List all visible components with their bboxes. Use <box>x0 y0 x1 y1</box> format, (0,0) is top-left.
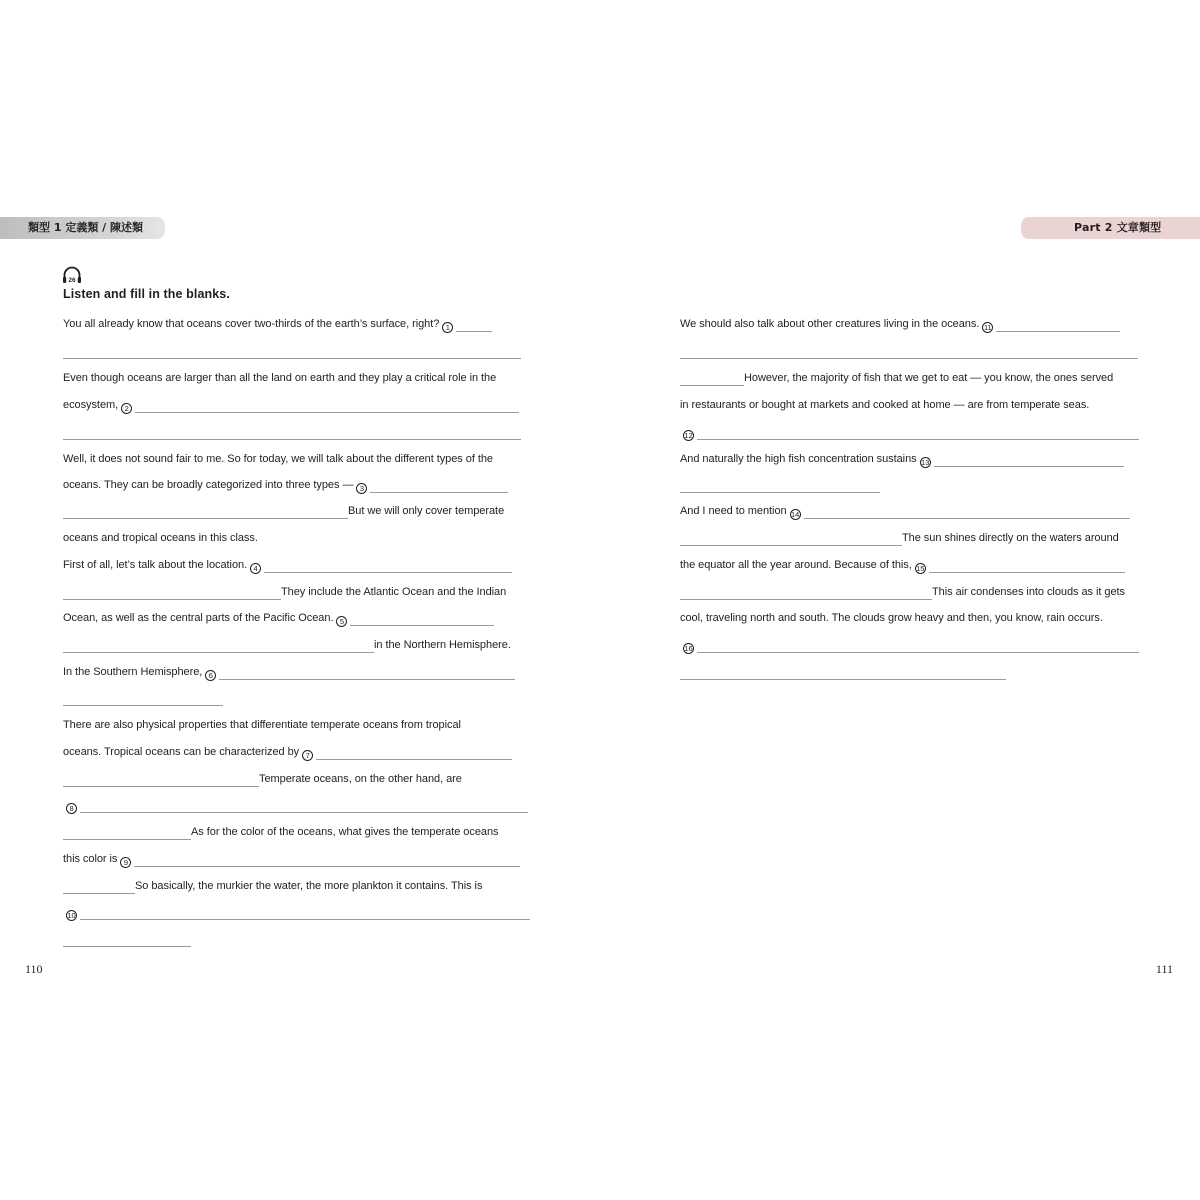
sentence-text: So basically, the murkier the water, the more plankton it contains. This is <box>135 880 483 892</box>
right-line <box>680 393 1089 417</box>
left-line <box>63 366 496 390</box>
blank-number-marker: 9 <box>120 857 131 868</box>
answer-blank[interactable] <box>934 466 1124 467</box>
answer-blank[interactable] <box>63 893 135 894</box>
left-line <box>63 740 512 764</box>
answer-blank[interactable] <box>134 866 520 867</box>
left-line <box>63 473 508 497</box>
right-line <box>680 526 1119 550</box>
left-line <box>63 686 223 710</box>
answer-blank[interactable] <box>370 492 508 493</box>
chapter-tab-left <box>0 217 165 239</box>
answer-blank[interactable] <box>316 759 512 760</box>
right-line <box>680 473 880 497</box>
right-line <box>680 660 1006 684</box>
sentence-text: cool, traveling north and south. The clouds grow heavy and then, you know, rain occurs. <box>680 612 1103 624</box>
left-line <box>63 927 191 951</box>
sentence-text: this color is <box>63 853 118 865</box>
page-number-left: 110 <box>25 962 43 976</box>
sentence-text: oceans. Tropical oceans can be characterized by <box>63 746 300 758</box>
answer-blank[interactable] <box>456 331 492 332</box>
sentence-text: Even though oceans are larger than all the land on earth and they play a critical role in the <box>63 372 497 384</box>
left-line <box>63 339 521 363</box>
answer-blank[interactable] <box>63 599 281 600</box>
blank-number-marker: 13 <box>920 457 930 467</box>
answer-blank[interactable] <box>350 625 494 626</box>
sentence-text: And I need to mention <box>680 505 787 517</box>
answer-blank[interactable] <box>680 358 1138 359</box>
answer-blank[interactable] <box>63 839 191 840</box>
blank-number-marker: 12 <box>684 430 693 440</box>
answer-blank[interactable] <box>63 705 223 706</box>
sentence-text: The sun shines directly on the waters around <box>902 532 1119 544</box>
blank-number-marker: 8 <box>66 803 77 814</box>
answer-blank[interactable] <box>80 812 528 813</box>
left-line <box>63 900 530 924</box>
answer-blank[interactable] <box>680 545 902 546</box>
blank-number-marker: 3 <box>356 483 367 494</box>
sentence-text: However, the majority of fish that we get to eat — you know, the ones served <box>744 372 1114 384</box>
answer-blank[interactable] <box>63 946 191 947</box>
right-line <box>680 447 1124 471</box>
left-line <box>63 499 504 523</box>
left-line <box>63 312 492 336</box>
answer-blank[interactable] <box>63 518 348 519</box>
blank-number-marker: 10 <box>67 910 76 920</box>
answer-blank[interactable] <box>680 599 932 600</box>
left-line <box>63 713 461 737</box>
right-line <box>680 420 1139 444</box>
answer-blank[interactable] <box>63 358 521 359</box>
answer-blank[interactable] <box>219 679 515 680</box>
sentence-text: First of all, let’s talk about the location. <box>63 559 248 571</box>
left-line <box>63 874 482 898</box>
answer-blank[interactable] <box>264 572 512 573</box>
left-line <box>63 420 521 444</box>
answer-blank[interactable] <box>63 652 374 653</box>
answer-blank[interactable] <box>680 679 1006 680</box>
page-number-right: 111 <box>1155 962 1173 976</box>
left-line <box>63 553 512 577</box>
sentence-text: in the Northern Hemisphere. <box>374 639 511 651</box>
sentence-text: Well, it does not sound fair to me. So for today, we will talk about the different types of the <box>63 453 493 465</box>
left-line <box>63 767 462 791</box>
right-line <box>680 606 1103 630</box>
blank-number-marker: 14 <box>790 509 800 519</box>
blank-number-marker: 16 <box>684 643 693 653</box>
blank-number-marker: 6 <box>205 670 216 681</box>
headphones-icon <box>62 266 82 284</box>
left-line <box>63 847 520 871</box>
chapter-tab-right-label: Part 2 文章類型 <box>1074 221 1162 234</box>
left-line <box>63 447 493 471</box>
sentence-text: Temperate oceans, on the other hand, are <box>259 773 462 785</box>
answer-blank[interactable] <box>697 652 1139 653</box>
sentence-text: oceans and tropical oceans in this class. <box>63 532 258 544</box>
blank-number-marker: 4 <box>250 563 261 574</box>
sentence-text: the equator all the year around. Because of this, <box>680 559 912 571</box>
right-line <box>680 499 1130 523</box>
sentence-text: There are also physical properties that differentiate temperate oceans from tropical <box>63 719 461 731</box>
audio-track-number: 26 <box>68 276 76 284</box>
answer-blank[interactable] <box>80 919 530 920</box>
blank-number-marker: 11 <box>983 322 992 332</box>
blank-number-marker: 2 <box>121 403 132 414</box>
right-line <box>680 312 1120 336</box>
sentence-text: They include the Atlantic Ocean and the Indian <box>281 586 507 598</box>
sentence-text: oceans. They can be broadly categorized into three types — <box>63 479 354 491</box>
answer-blank[interactable] <box>63 439 521 440</box>
sentence-text: In the Southern Hemisphere, <box>63 666 203 678</box>
left-line <box>63 660 515 684</box>
chapter-tab-right <box>1021 217 1200 239</box>
sentence-text: You all already know that oceans cover two-thirds of the earth’s surface, right? <box>63 318 440 330</box>
answer-blank[interactable] <box>680 385 744 386</box>
blank-number-marker: 1 <box>442 322 453 333</box>
exercise-title: Listen and fill in the blanks. <box>63 287 230 301</box>
sentence-text: We should also talk about other creatures living in the oceans. <box>680 318 980 330</box>
left-line <box>63 820 498 844</box>
sentence-text: As for the color of the oceans, what gives the temperate oceans <box>191 826 499 838</box>
answer-blank[interactable] <box>996 331 1120 332</box>
blank-number-marker: 7 <box>302 750 313 761</box>
answer-blank[interactable] <box>680 492 880 493</box>
sentence-text: Ocean, as well as the central parts of the Pacific Ocean. <box>63 612 334 624</box>
left-line <box>63 606 494 630</box>
answer-blank[interactable] <box>63 786 259 787</box>
right-line <box>680 633 1139 657</box>
sentence-text: This air condenses into clouds as it gets <box>932 586 1125 598</box>
left-line <box>63 793 528 817</box>
sentence-text: ecosystem, <box>63 399 119 411</box>
sentence-text: in restaurants or bought at markets and cooked at home — are from temperate seas. <box>680 399 1090 411</box>
chapter-tab-left-label: 類型 1 定義類 / 陳述類 <box>28 221 143 234</box>
answer-blank[interactable] <box>804 518 1130 519</box>
left-line <box>63 580 506 604</box>
sentence-text: But we will only cover temperate <box>348 505 505 517</box>
sentence-text: And naturally the high fish concentration sustains <box>680 453 917 465</box>
left-line <box>63 393 519 417</box>
blank-number-marker: 15 <box>916 563 925 573</box>
right-line <box>680 339 1138 363</box>
right-line <box>680 580 1125 604</box>
left-line <box>63 633 511 657</box>
blank-number-marker: 5 <box>336 616 347 627</box>
answer-blank[interactable] <box>697 439 1139 440</box>
answer-blank[interactable] <box>135 412 519 413</box>
answer-blank[interactable] <box>929 572 1125 573</box>
right-line <box>680 553 1125 577</box>
left-line <box>63 526 258 550</box>
right-line <box>680 366 1113 390</box>
